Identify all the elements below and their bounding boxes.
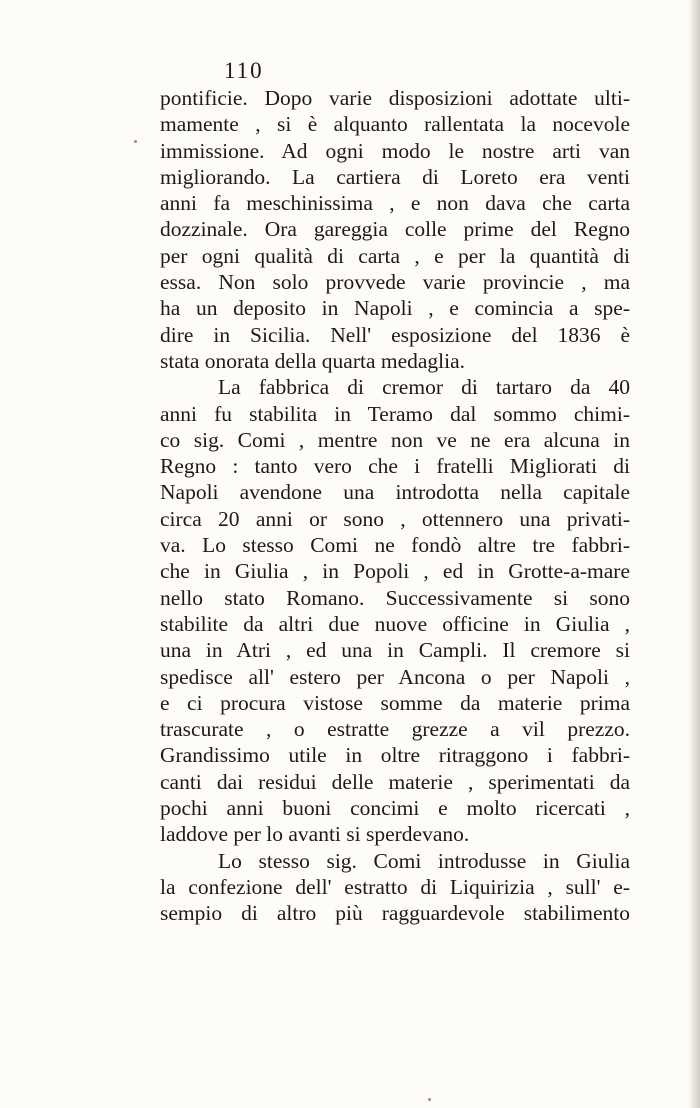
page-number: 110 xyxy=(224,58,264,83)
text-line: circa 20 anni or sono , ottennero una privati- xyxy=(160,506,630,531)
text-line: per ogni qualità di carta , e per la quantità di xyxy=(160,243,630,268)
text-line: Lo stesso sig. Comi introdusse in Giulia xyxy=(218,848,630,873)
text-line: una in Atri , ed una in Campli. Il cremore si xyxy=(160,638,630,663)
text-line: mamente , si è alquanto rallentata la nocevole xyxy=(160,112,630,137)
text-line: dozzinale. Ora gareggia colle prime del Regno xyxy=(160,217,630,242)
text-line: co sig. Comi , mentre non ve ne era alcuna in xyxy=(160,427,630,452)
text-line: pontificie. Dopo varie disposizioni adottate ulti- xyxy=(160,86,630,110)
text-line: e ci procura vistose somme da materie prima xyxy=(160,690,630,715)
text-line: ha un deposito in Napoli , e comincia a spe- xyxy=(160,296,630,321)
body-text xyxy=(160,85,630,927)
text-line: nello stato Romano. Successivamente si sono xyxy=(160,585,630,610)
text-line: va. Lo stesso Comi ne fondò altre tre fabbri- xyxy=(160,533,630,558)
text-line: stabilite da altri due nuove officine in Giulia , xyxy=(160,611,630,636)
text-line: Napoli avendone una introdotta nella capitale xyxy=(160,480,630,505)
text-line: canti dai residui delle materie , sperimentati da xyxy=(160,769,630,794)
text-line: La fabbrica di cremor di tartaro da 40 xyxy=(218,375,630,400)
text-line: Grandissimo utile in oltre ritraggono i fabbri- xyxy=(160,743,630,768)
text-line: anni fa meschinissima , e non dava che carta xyxy=(160,191,630,216)
text-line: Regno : tanto vero che i fratelli Migliorati di xyxy=(160,454,630,479)
text-line: essa. Non solo provvede varie provincie , ma xyxy=(160,270,630,295)
paper-speck xyxy=(428,1098,431,1101)
paper-speck xyxy=(134,140,137,143)
page-edge-shadow xyxy=(688,0,700,1108)
text-line: sempio di altro più ragguardevole stabilimento xyxy=(160,901,630,926)
text-line: pochi anni buoni concimi e molto ricercati , xyxy=(160,796,630,821)
text-line: dire in Sicilia. Nell' esposizione del 1836 è xyxy=(160,322,630,347)
text-line: stata onorata della quarta medaglia. xyxy=(160,348,466,373)
text-line: che in Giulia , in Popoli , ed in Grotte-a-mare xyxy=(160,559,630,584)
text-line: migliorando. La cartiera di Loreto era venti xyxy=(160,164,630,189)
text-line: immissione. Ad ogni modo le nostre arti van xyxy=(160,138,630,163)
text-line: trascurate , o estratte grezze a vil prezzo. xyxy=(160,717,630,742)
text-line: anni fu stabilita in Teramo dal sommo chimi- xyxy=(160,401,630,426)
text-line: la confezione dell' estratto di Liquirizia , sull' e- xyxy=(160,874,630,899)
text-line: spedisce all' estero per Ancona o per Napoli , xyxy=(160,664,630,689)
text-line: laddove per lo avanti si sperdevano. xyxy=(160,822,470,847)
